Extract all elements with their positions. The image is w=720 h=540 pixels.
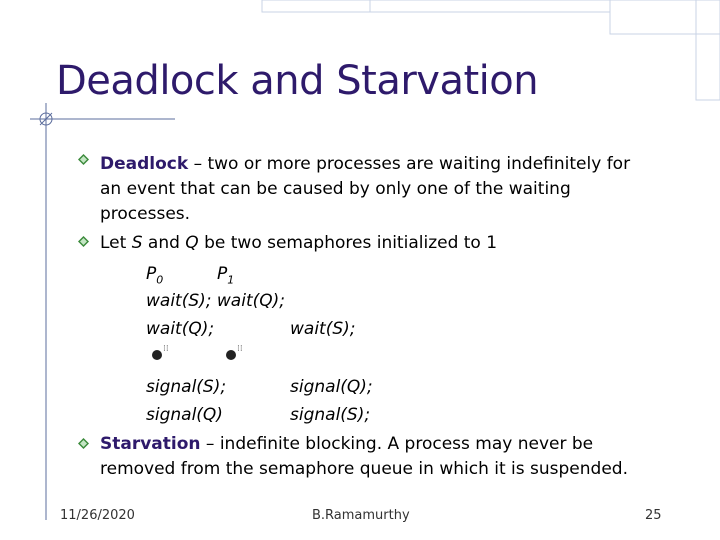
process-p1-label <box>217 262 234 292</box>
term-deadlock: Deadlock <box>100 154 189 174</box>
deadlock-line-1: – two or more processes are waiting indefinitely for <box>188 154 631 174</box>
p1-subscript: 1 <box>227 273 235 287</box>
code-row-3b: signal(Q); <box>290 377 373 397</box>
bullet-deadlock <box>100 152 630 177</box>
p0-subscript: 0 <box>156 273 164 287</box>
slide-title: Deadlock and Starvation <box>56 58 539 104</box>
p1-letter: P <box>217 264 228 284</box>
semaphores-mid: and <box>142 233 186 253</box>
p0-letter: P <box>146 264 157 284</box>
ellipsis-dot-icon <box>226 350 236 360</box>
code-row-2b: wait(S); <box>290 319 356 339</box>
ellipsis-mark-icon: ⁞⁞ <box>237 344 243 354</box>
ellipsis-mark-icon: ⁞⁞ <box>163 344 169 354</box>
semaphore-q: Q <box>185 233 199 253</box>
diamond-bullet-icon <box>78 154 89 165</box>
starvation-line-1: – indefinite blocking. A process may never be <box>200 434 594 454</box>
semaphores-post: be two semaphores initialized to 1 <box>198 233 498 253</box>
bullet-starvation <box>100 432 593 457</box>
code-row-1: wait(S); wait(Q); <box>146 291 285 311</box>
process-p0-label <box>146 262 163 292</box>
term-starvation: Starvation <box>100 434 201 454</box>
footer-date: 11/26/2020 <box>60 508 135 523</box>
code-row-4a: signal(Q) <box>146 405 223 425</box>
semaphore-s: S <box>131 233 143 253</box>
semaphores-pre: Let <box>100 233 132 253</box>
deadlock-line-3: processes. <box>100 204 191 224</box>
starvation-line-2: removed from the semaphore queue in which it is suspended. <box>100 459 628 479</box>
bullet-semaphores <box>100 231 497 256</box>
deadlock-line-2: an event that can be caused by only one of the waiting <box>100 179 571 199</box>
diamond-bullet-icon <box>78 236 89 247</box>
footer-page-number: 25 <box>645 508 662 523</box>
code-row-4b: signal(S); <box>290 405 371 425</box>
diamond-bullet-icon <box>78 438 89 449</box>
ellipsis-dot-icon <box>152 350 162 360</box>
code-row-2a: wait(Q); <box>146 319 215 339</box>
code-row-3a: signal(S); <box>146 377 227 397</box>
footer-author: B.Ramamurthy <box>312 508 410 523</box>
